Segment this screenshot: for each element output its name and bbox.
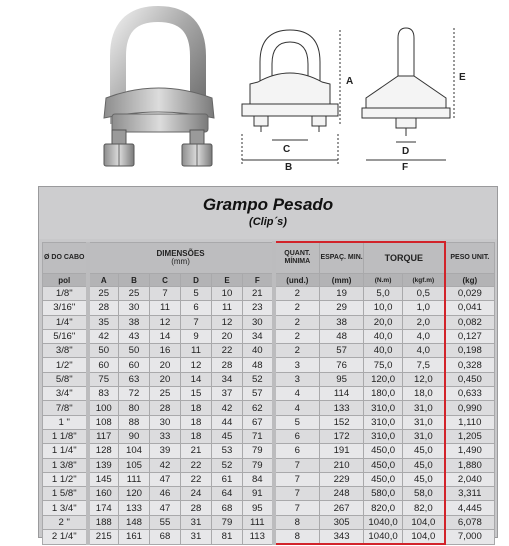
cell-unit-weight: 3,311 [445,487,495,501]
subheader-e: E [212,274,243,287]
cell-unit-weight: 0,029 [445,287,495,301]
cell-dim-f: 48 [243,358,274,372]
cell-dim-d: 31 [181,515,212,529]
dim-label-c: C [283,144,291,155]
cell-dim-c: 16 [150,344,181,358]
cell-dim-b: 60 [119,358,150,372]
cell-min-qty: 2 [274,315,320,329]
cell-dim-a: 139 [88,458,119,472]
table-title: Grampo Pesado [202,195,334,214]
cell-min-spacing: 248 [320,487,364,501]
cell-cable-size: 5/8" [43,372,88,386]
table-row [43,487,495,501]
cell-dim-f: 79 [243,458,274,472]
cell-dim-a: 215 [88,530,119,545]
cell-min-spacing: 95 [320,372,364,386]
cell-min-qty: 6 [274,429,320,443]
cell-torque-nm: 120,0 [364,372,403,386]
subheader-nm: (N.m) [364,274,403,287]
cell-min-spacing: 76 [320,358,364,372]
cell-dim-f: 21 [243,287,274,301]
cell-torque-kgfm: 31,0 [403,429,445,443]
cell-dim-d: 18 [181,415,212,429]
cell-dim-a: 117 [88,429,119,443]
cell-torque-nm: 40,0 [364,344,403,358]
cell-dim-c: 28 [150,401,181,415]
cell-dim-a: 188 [88,515,119,529]
table-title-area [39,187,497,239]
cell-dim-d: 14 [181,372,212,386]
cell-cable-size: 2 1/4" [43,530,88,545]
cell-dim-f: 57 [243,387,274,401]
cell-torque-nm: 10,0 [364,301,403,315]
cell-unit-weight: 2,040 [445,472,495,486]
cell-min-spacing: 152 [320,415,364,429]
cell-cable-size: 3/4" [43,387,88,401]
header-torque: TORQUE [364,242,445,274]
cell-dim-d: 28 [181,501,212,515]
subheader-f: F [243,274,274,287]
cell-min-qty: 4 [274,387,320,401]
cell-min-spacing: 29 [320,301,364,315]
wire-rope-clip-photo [96,6,236,172]
dim-label-b: B [285,162,293,170]
cell-torque-nm: 180,0 [364,387,403,401]
cell-torque-nm: 310,0 [364,429,403,443]
cell-dim-d: 21 [181,444,212,458]
cell-dim-b: 148 [119,515,150,529]
table-header-row [43,242,495,274]
cell-torque-kgfm: 58,0 [403,487,445,501]
cell-dim-e: 20 [212,329,243,343]
cell-dim-c: 30 [150,415,181,429]
cell-dim-a: 100 [88,401,119,415]
cell-dim-e: 61 [212,472,243,486]
cell-torque-nm: 450,0 [364,458,403,472]
table-row [43,372,495,386]
cell-dim-b: 43 [119,329,150,343]
cell-dim-e: 79 [212,515,243,529]
cell-torque-kgfm: 104,0 [403,530,445,545]
cell-cable-size: 3/16" [43,301,88,315]
cell-dim-b: 63 [119,372,150,386]
cell-dim-d: 15 [181,387,212,401]
cell-torque-nm: 1040,0 [364,530,403,545]
cell-dim-f: 79 [243,444,274,458]
cell-dim-f: 113 [243,530,274,545]
cell-dim-a: 50 [88,344,119,358]
cell-unit-weight: 0,127 [445,329,495,343]
cell-torque-nm: 450,0 [364,444,403,458]
cell-dim-d: 22 [181,458,212,472]
cell-torque-kgfm: 7,5 [403,358,445,372]
cell-torque-kgfm: 1,0 [403,301,445,315]
header-spacing: ESPAÇ. MIN. [320,242,364,274]
cell-dim-e: 53 [212,444,243,458]
cell-min-spacing: 267 [320,501,364,515]
dim-label-e: E [459,72,466,83]
cell-dim-c: 20 [150,372,181,386]
cell-torque-nm: 310,0 [364,415,403,429]
cell-torque-kgfm: 18,0 [403,387,445,401]
table-subheader-row [43,274,495,287]
cell-dim-d: 11 [181,344,212,358]
cell-dim-b: 120 [119,487,150,501]
cell-dim-b: 38 [119,315,150,329]
cell-dim-e: 81 [212,530,243,545]
cell-min-qty: 3 [274,358,320,372]
dim-label-d: D [402,146,410,157]
cell-dim-a: 128 [88,444,119,458]
cell-dim-b: 30 [119,301,150,315]
table-row [43,301,495,315]
cell-dim-f: 67 [243,415,274,429]
cell-min-qty: 2 [274,344,320,358]
cell-dim-a: 145 [88,472,119,486]
cell-dim-b: 90 [119,429,150,443]
cell-cable-size: 7/8" [43,401,88,415]
cell-dim-d: 22 [181,472,212,486]
cell-dim-e: 28 [212,358,243,372]
cell-torque-kgfm: 12,0 [403,372,445,386]
cell-dim-e: 52 [212,458,243,472]
subheader-kgfm: (kgf.m) [403,274,445,287]
cell-dim-f: 52 [243,372,274,386]
header-cable: Ø DO CABO [43,242,88,274]
cell-cable-size: 1 " [43,415,88,429]
cell-dim-e: 34 [212,372,243,386]
cell-unit-weight: 4,445 [445,501,495,515]
cell-dim-b: 25 [119,287,150,301]
cell-dim-a: 25 [88,287,119,301]
cell-dim-b: 161 [119,530,150,545]
cell-cable-size: 1/2" [43,358,88,372]
cell-torque-nm: 1040,0 [364,515,403,529]
cell-torque-kgfm: 31,0 [403,401,445,415]
cell-dim-e: 12 [212,315,243,329]
table-row [43,329,495,343]
cell-unit-weight: 0,198 [445,344,495,358]
cell-min-qty: 5 [274,415,320,429]
header-weight: PESO UNIT. [445,242,495,274]
cell-torque-kgfm: 31,0 [403,415,445,429]
cell-torque-nm: 40,0 [364,329,403,343]
cell-dim-f: 111 [243,515,274,529]
cell-min-spacing: 48 [320,329,364,343]
table-row [43,429,495,443]
cell-dim-b: 105 [119,458,150,472]
cell-torque-kgfm: 4,0 [403,329,445,343]
cell-dim-c: 47 [150,501,181,515]
cell-dim-f: 40 [243,344,274,358]
cell-min-spacing: 229 [320,472,364,486]
subheader-pol: pol [43,274,88,287]
cell-dim-b: 133 [119,501,150,515]
header-qty: QUANT. MÍNIMA [274,242,320,274]
cell-min-qty: 2 [274,301,320,315]
cell-dim-f: 30 [243,315,274,329]
cell-cable-size: 1 3/8" [43,458,88,472]
header-dimensions-unit: (mm) [171,256,190,266]
cell-torque-nm: 580,0 [364,487,403,501]
cell-dim-f: 71 [243,429,274,443]
cell-min-spacing: 133 [320,401,364,415]
cell-min-spacing: 19 [320,287,364,301]
cell-torque-kgfm: 45,0 [403,458,445,472]
cell-dim-a: 60 [88,358,119,372]
cell-dim-d: 31 [181,530,212,545]
dim-label-a: A [346,76,354,87]
table-row [43,315,495,329]
cell-min-qty: 7 [274,487,320,501]
cell-dim-e: 44 [212,415,243,429]
cell-dim-b: 80 [119,401,150,415]
cell-dim-e: 42 [212,401,243,415]
cell-torque-nm: 5,0 [364,287,403,301]
cell-min-qty: 7 [274,458,320,472]
cell-min-qty: 2 [274,329,320,343]
cell-dim-d: 18 [181,401,212,415]
cell-dim-d: 18 [181,429,212,443]
table-row [43,472,495,486]
clip-side-view-drawing [358,24,468,170]
cell-dim-e: 10 [212,287,243,301]
cell-unit-weight: 0,633 [445,387,495,401]
cell-dim-d: 24 [181,487,212,501]
cell-min-spacing: 172 [320,429,364,443]
table-row [43,287,495,301]
cell-min-qty: 7 [274,472,320,486]
cell-torque-kgfm: 0,5 [403,287,445,301]
cell-cable-size: 3/8" [43,344,88,358]
cell-torque-kgfm: 45,0 [403,472,445,486]
cell-dim-a: 174 [88,501,119,515]
cell-dim-c: 11 [150,301,181,315]
cell-dim-c: 20 [150,358,181,372]
cell-torque-nm: 20,0 [364,315,403,329]
cell-unit-weight: 6,078 [445,515,495,529]
cell-dim-a: 42 [88,329,119,343]
cell-cable-size: 1/8" [43,287,88,301]
cell-torque-nm: 75,0 [364,358,403,372]
cell-cable-size: 1 3/4" [43,501,88,515]
subheader-c: C [150,274,181,287]
cell-dim-c: 46 [150,487,181,501]
table-row [43,444,495,458]
cell-min-qty: 8 [274,530,320,545]
cell-min-qty: 7 [274,501,320,515]
cell-torque-kgfm: 82,0 [403,501,445,515]
table-subtitle: (Clip´s) [249,216,287,228]
cell-unit-weight: 1,880 [445,458,495,472]
cell-min-qty: 8 [274,515,320,529]
cell-dim-d: 6 [181,301,212,315]
cell-dim-e: 11 [212,301,243,315]
cell-cable-size: 1 1/8" [43,429,88,443]
cell-dim-e: 68 [212,501,243,515]
header-dimensions [88,242,274,274]
cell-dim-c: 47 [150,472,181,486]
cell-dim-c: 42 [150,458,181,472]
cell-dim-c: 25 [150,387,181,401]
cell-dim-a: 108 [88,415,119,429]
cell-min-spacing: 305 [320,515,364,529]
spec-table [42,241,495,545]
table-body [43,287,495,545]
cell-dim-b: 111 [119,472,150,486]
table-row [43,401,495,415]
cell-dim-f: 34 [243,329,274,343]
cell-cable-size: 2 " [43,515,88,529]
cell-dim-c: 14 [150,329,181,343]
cell-min-spacing: 38 [320,315,364,329]
cell-dim-a: 83 [88,387,119,401]
dim-label-f: F [402,162,409,170]
cell-torque-kgfm: 45,0 [403,444,445,458]
clip-front-view-drawing [228,24,358,170]
cell-dim-c: 55 [150,515,181,529]
cell-min-qty: 3 [274,372,320,386]
cell-unit-weight: 0,450 [445,372,495,386]
cell-dim-f: 91 [243,487,274,501]
cell-dim-b: 50 [119,344,150,358]
cell-dim-c: 68 [150,530,181,545]
cell-unit-weight: 1,205 [445,429,495,443]
table-row [43,387,495,401]
subheader-b: B [119,274,150,287]
cell-unit-weight: 0,041 [445,301,495,315]
cell-dim-b: 104 [119,444,150,458]
table-row [43,530,495,545]
cell-dim-f: 95 [243,501,274,515]
cell-min-qty: 2 [274,287,320,301]
cell-dim-b: 88 [119,415,150,429]
cell-dim-e: 64 [212,487,243,501]
subheader-a: A [88,274,119,287]
subheader-mm: (mm) [320,274,364,287]
cell-dim-b: 72 [119,387,150,401]
cell-unit-weight: 1,110 [445,415,495,429]
cell-cable-size: 1 1/2" [43,472,88,486]
cell-unit-weight: 0,328 [445,358,495,372]
cell-torque-nm: 310,0 [364,401,403,415]
cell-dim-e: 22 [212,344,243,358]
cell-min-spacing: 210 [320,458,364,472]
cell-cable-size: 1 5/8" [43,487,88,501]
cell-dim-a: 35 [88,315,119,329]
cell-cable-size: 1 1/4" [43,444,88,458]
cell-dim-d: 12 [181,358,212,372]
subheader-kg: (kg) [445,274,495,287]
cell-dim-c: 12 [150,315,181,329]
cell-unit-weight: 1,490 [445,444,495,458]
cell-min-spacing: 114 [320,387,364,401]
cell-torque-kgfm: 4,0 [403,344,445,358]
cell-cable-size: 1/4" [43,315,88,329]
cell-dim-f: 62 [243,401,274,415]
table-row [43,358,495,372]
cell-min-qty: 4 [274,401,320,415]
cell-dim-e: 45 [212,429,243,443]
cell-torque-kgfm: 2,0 [403,315,445,329]
cell-dim-c: 7 [150,287,181,301]
cell-min-qty: 6 [274,444,320,458]
cell-dim-a: 75 [88,372,119,386]
table-row [43,458,495,472]
cell-dim-c: 33 [150,429,181,443]
cell-torque-kgfm: 104,0 [403,515,445,529]
cell-dim-f: 84 [243,472,274,486]
cell-torque-nm: 820,0 [364,501,403,515]
cell-dim-d: 9 [181,329,212,343]
spec-table-panel [38,186,498,543]
table-row [43,515,495,529]
table-row [43,415,495,429]
subheader-und: (und.) [274,274,320,287]
cell-unit-weight: 7,000 [445,530,495,545]
cell-min-spacing: 57 [320,344,364,358]
table-row [43,501,495,515]
cell-dim-d: 5 [181,287,212,301]
subheader-d: D [181,274,212,287]
header-dimensions-label: DIMENSÕES [156,248,205,258]
cell-unit-weight: 0,082 [445,315,495,329]
cell-unit-weight: 0,990 [445,401,495,415]
cell-dim-d: 7 [181,315,212,329]
cell-torque-nm: 450,0 [364,472,403,486]
cell-dim-a: 28 [88,301,119,315]
cell-dim-a: 160 [88,487,119,501]
cell-dim-e: 37 [212,387,243,401]
cell-min-spacing: 191 [320,444,364,458]
cell-dim-c: 39 [150,444,181,458]
cell-dim-f: 23 [243,301,274,315]
cell-cable-size: 5/16" [43,329,88,343]
table-row [43,344,495,358]
cell-min-spacing: 343 [320,530,364,545]
